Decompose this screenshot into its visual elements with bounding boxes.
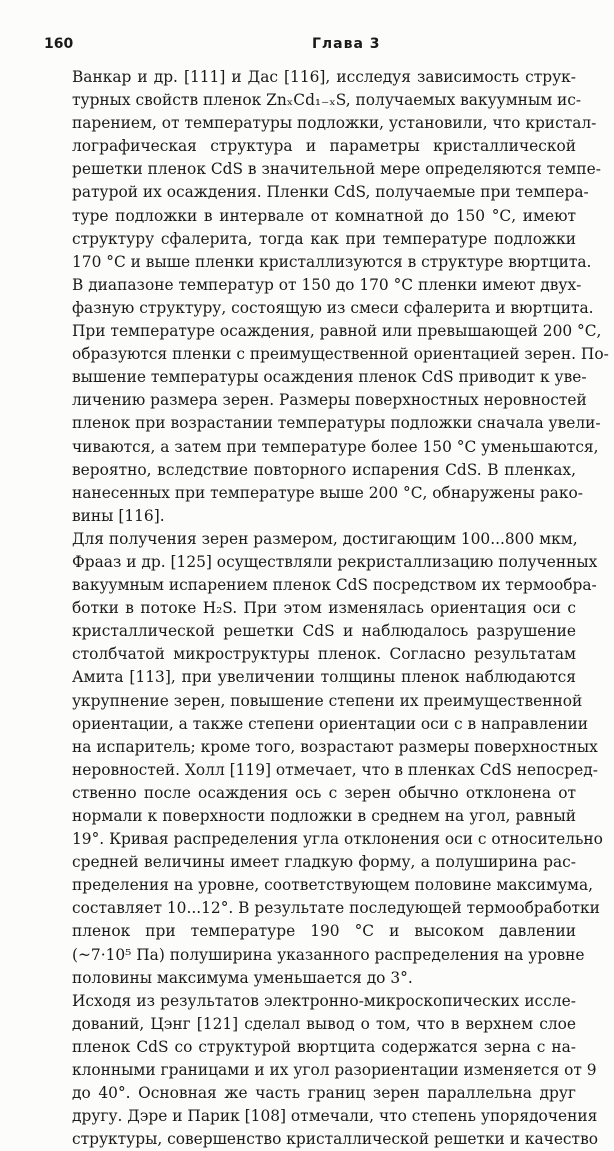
text-line: фазную структуру, состоящую из смеси сфалерита и вюртцита. xyxy=(72,298,594,317)
text-line: пленок при возрастании температуры подложки сначала увели- xyxy=(72,414,601,433)
text-line: туре подложки в интервале от комнатной до 150 °С, имеют xyxy=(72,206,576,225)
text-line: на испаритель; кроме того, возрастают размеры поверхностных xyxy=(72,737,598,756)
text-line: средней величины имеет гладкую форму, а полуширина рас- xyxy=(72,853,576,872)
text-line: пленок CdS со структурой вюртцита содержатся зерна с на- xyxy=(72,1037,576,1056)
text-line: личению размера зерен. Размеры поверхностных неровностей xyxy=(72,391,587,410)
text-line: структуры, совершенство кристаллической решетки и качество xyxy=(72,1130,599,1149)
text-line: Амита [113], при увеличении толщины пленок наблюдаются xyxy=(72,668,576,687)
text-line: Фрааз и др. [125] осуществляли рекристаллизацию полученных xyxy=(72,552,598,571)
text-line: до 40°. Основная же часть границ зерен параллельна друг xyxy=(72,1084,576,1103)
chapter-title: Глава 3 xyxy=(312,36,381,52)
text-line: клонными границами и их угол разориентации изменяется от 9 xyxy=(72,1061,597,1080)
text-line: Исходя из результатов электронно-микроскопических иссле- xyxy=(72,991,576,1010)
text-line: В диапазоне температур от 150 до 170 °С пленки имеют двух- xyxy=(72,275,582,294)
paragraph xyxy=(44,528,603,990)
page-number: 160 xyxy=(44,36,74,52)
text-line: столбчатой микроструктуры пленок. Согласно результатам xyxy=(72,645,576,664)
paragraph xyxy=(44,990,599,1151)
text-line: другу. Дэре и Парик [108] отмечали, что степень упорядочения xyxy=(72,1107,598,1126)
text-line: турных свойств пленок ZnₓCd₁₋ₓS, получаемых вакуумным ис- xyxy=(72,91,582,110)
text-line: решетки пленок CdS в значительной мере определяются темпе- xyxy=(72,160,601,179)
text-line: вакуумным испарением пленок CdS посредством их термообра- xyxy=(72,576,597,595)
text-line: образуются пленки с преимущественной ориентацией зерен. По- xyxy=(72,345,609,364)
text-line: 170 °С и выше пленки кристаллизуются в структуре вюртцита. xyxy=(72,252,592,271)
text-line: дований, Цэнг [121] сделал вывод о том, что в верхнем слое xyxy=(72,1014,576,1033)
body-text xyxy=(44,66,609,1151)
text-line: пределения на уровне, соответствующем половине максимума, xyxy=(72,876,594,895)
text-line: ориентации, а также степени ориентации оси c в направлении xyxy=(72,714,589,733)
text-line: половины максимума уменьшается до 3°. xyxy=(72,968,413,987)
text-line: 19°. Кривая распределения угла отклонения оси c относительно xyxy=(72,830,603,849)
text-line: структуру сфалерита, тогда как при температуре подложки xyxy=(72,229,576,248)
text-line: ственно после осаждения ось c зерен обычно отклонена от xyxy=(72,783,576,802)
text-line: составляет 10...12°. В результате последующей термообработки xyxy=(72,899,600,918)
paragraph xyxy=(44,66,609,528)
text-line: вины [116]. xyxy=(72,506,165,525)
text-line: неровностей. Холл [119] отмечает, что в пленках CdS непосред- xyxy=(72,760,598,779)
text-line: нормали к поверхности подложки в среднем на угол, равный xyxy=(72,807,576,825)
text-line: вышение температуры осаждения пленок CdS приводит к уве- xyxy=(72,368,587,387)
text-line: лографическая структура и параметры кристаллической xyxy=(72,137,576,156)
running-header xyxy=(44,36,570,56)
text-line: (~7·10⁵ Па) полуширина указанного распределения на уровне xyxy=(72,945,585,964)
text-line: пленок при температуре 190 °С и высоком давлении xyxy=(72,922,576,941)
text-line: вероятно, вследствие повторного испарения CdS. В пленках, xyxy=(72,460,576,479)
text-line: укрупнение зерен, повышение степени их преимущественной xyxy=(72,691,583,710)
text-line: При температуре осаждения, равной или превышающей 200 °С, xyxy=(72,322,602,341)
text-line: парением, от температуры подложки, установили, что кристал- xyxy=(72,114,597,133)
text-line: кристаллической решетки CdS и наблюдалось разрушение xyxy=(72,622,576,641)
text-line: ботки в потоке H₂S. При этом изменялась ориентация оси c xyxy=(72,599,576,618)
text-line: Для получения зерен размером, достигающим 100...800 мкм, xyxy=(72,529,578,548)
text-line: нанесенных при температуре выше 200 °С, обнаружены рако- xyxy=(72,483,583,502)
text-line: ратурой их осаждения. Пленки CdS, получаемые при темпера- xyxy=(72,183,589,202)
text-line: чиваются, а затем при температуре более 150 °С уменьшаются, xyxy=(72,437,599,456)
text-line: Ванкар и др. [111] и Дас [116], исследуя зависимость струк- xyxy=(72,68,576,86)
